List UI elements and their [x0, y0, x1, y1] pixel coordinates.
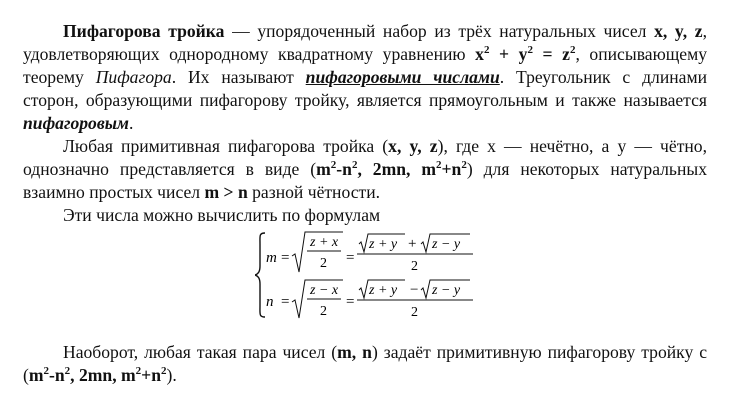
- plus-n: +n: [441, 159, 462, 179]
- denominator-2: 2: [411, 305, 418, 320]
- numerator-z-minus-x: z − x: [310, 283, 339, 298]
- vars-xyz: x, y, z: [388, 136, 438, 156]
- term-pythagorean-adj: пифагоровым: [23, 113, 129, 133]
- radicand-z-minus-y: z − y: [432, 237, 461, 252]
- term-pythagorean-triple: Пифагорова тройка: [63, 21, 225, 41]
- text: ), где x — нечётно, а y — чётно, однозначно представляется в виде (: [23, 136, 707, 179]
- plus-n: +n: [141, 365, 161, 385]
- var-n: n: [266, 294, 274, 310]
- text: , описывающему теорему: [23, 44, 708, 87]
- pair-m-n: m, n: [337, 342, 372, 362]
- term-pythagorean-numbers: пифагоровыми числами: [305, 67, 500, 87]
- mid: , 2mn, m: [70, 365, 136, 385]
- plus-sign: +: [408, 236, 417, 252]
- text: ).: [166, 365, 177, 385]
- eq-y: y: [518, 44, 528, 64]
- eq-equals: =: [532, 44, 563, 64]
- exp-2: 2: [483, 44, 490, 56]
- text: , удовлетворяющих однородному квадратному уравнению: [23, 21, 707, 64]
- minus-n: -n: [49, 365, 65, 385]
- text: Наоборот, любая такая пара чисел (: [63, 342, 338, 362]
- radicand-z-minus-y: z − y: [432, 283, 461, 298]
- radicand-z-plus-y: z + y: [369, 237, 398, 252]
- text: . Треугольник с длинами сторон, образующими пифагорову тройку, является прямоугольным и также называется: [23, 67, 708, 110]
- left-brace: [255, 233, 265, 317]
- condition-m-gt-n: m > n: [204, 182, 248, 202]
- exp-2: 2: [461, 159, 467, 171]
- triple-formula: [316, 159, 467, 179]
- denominator-2: 2: [411, 259, 418, 274]
- eq-plus: +: [489, 44, 519, 64]
- article-body: [23, 20, 707, 227]
- eq-x: x: [475, 44, 484, 64]
- exp-2: 2: [160, 365, 167, 377]
- text: ) задаёт примитивную пифагорову тройку с (: [23, 342, 707, 385]
- paragraph-primitive: [23, 135, 707, 204]
- text: — упорядоченный набор из трёх натуральных чисел: [224, 21, 655, 41]
- exp-2: 2: [135, 365, 142, 377]
- m: m: [28, 365, 44, 385]
- equation: [475, 44, 575, 64]
- minus-n: -n: [336, 159, 352, 179]
- var-m: m: [266, 250, 277, 266]
- exp-2: 2: [64, 365, 71, 377]
- equals-sign: =: [346, 250, 355, 266]
- denominator-2: 2: [320, 256, 327, 271]
- text: . Их называют: [171, 67, 306, 87]
- paragraph-formulas-intro: Эти числа можно вычислить по формулам: [63, 205, 381, 225]
- denominator-2: 2: [320, 304, 327, 319]
- text: ) для некоторых натуральных взаимно простых чисел: [23, 159, 707, 202]
- exp-2: 2: [436, 159, 442, 171]
- paragraph-definition: [23, 20, 707, 135]
- numerator-z-plus-x: z + x: [310, 235, 339, 250]
- equals-sign: =: [281, 294, 290, 310]
- eq-z: z: [562, 44, 570, 64]
- mid: , 2mn, m: [357, 159, 436, 179]
- equals-sign: =: [346, 294, 355, 310]
- text: разной чётности.: [247, 182, 381, 202]
- exp-2: 2: [43, 365, 50, 377]
- exp-2: 2: [527, 44, 533, 56]
- text: Любая примитивная пифагорова тройка (: [63, 136, 389, 156]
- vars-xyz: x, y, z: [654, 21, 703, 41]
- formula-system: [255, 230, 485, 320]
- triple-formula: [29, 365, 167, 385]
- name-pythagoras: Пифагора: [95, 67, 172, 87]
- equals-sign: =: [281, 250, 290, 266]
- m: m: [316, 159, 331, 179]
- text: .: [128, 113, 134, 133]
- exp-2: 2: [351, 159, 358, 171]
- minus-sign: −: [410, 282, 419, 298]
- radicand-z-plus-y: z + y: [369, 283, 398, 298]
- exp-2: 2: [569, 44, 576, 56]
- paragraph-conversely: [23, 341, 707, 387]
- exp-2: 2: [330, 159, 337, 171]
